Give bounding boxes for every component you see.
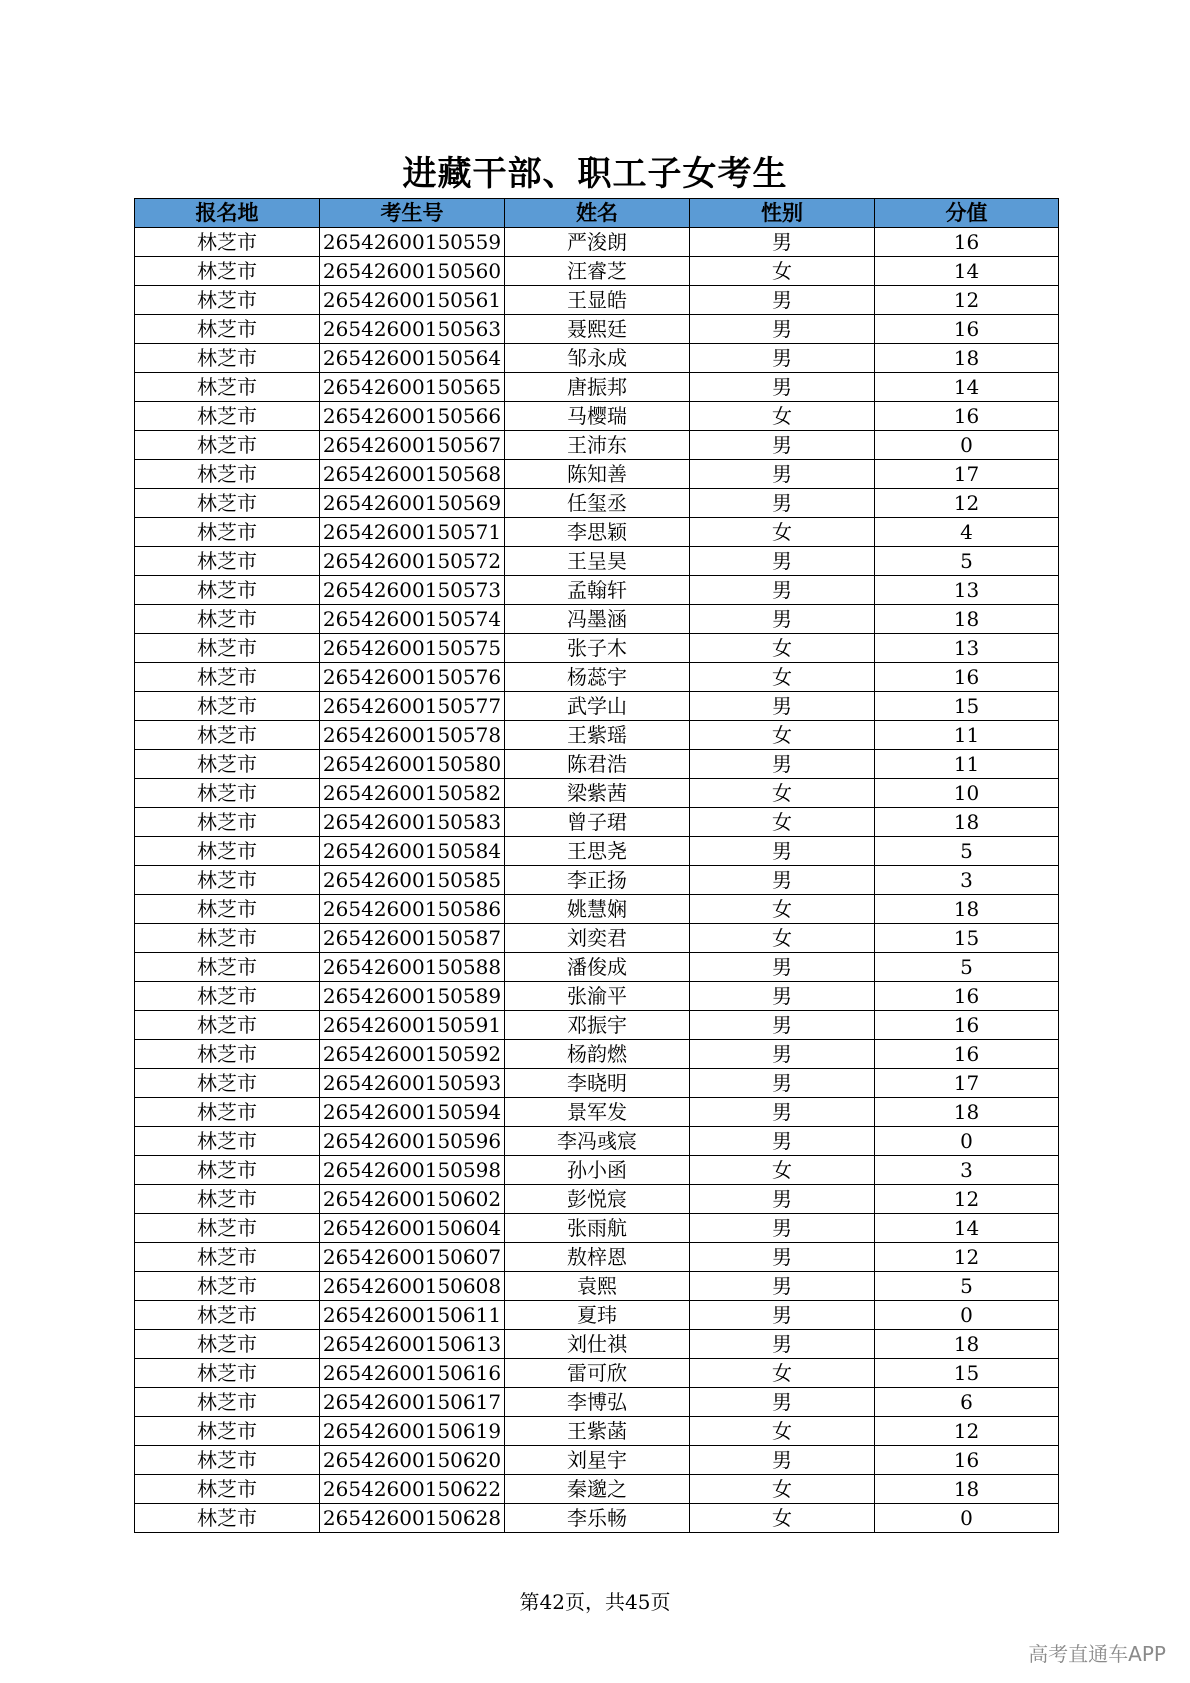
cell-exam-id: 26542600150604 xyxy=(320,1214,505,1243)
cell-exam-id: 26542600150576 xyxy=(320,663,505,692)
cell-exam-id: 26542600150578 xyxy=(320,721,505,750)
cell-region: 林芝市 xyxy=(135,1446,320,1475)
cell-score: 17 xyxy=(875,460,1059,489)
cell-exam-id: 26542600150628 xyxy=(320,1504,505,1533)
cell-region: 林芝市 xyxy=(135,1475,320,1504)
cell-score: 13 xyxy=(875,634,1059,663)
cell-region: 林芝市 xyxy=(135,547,320,576)
score-table xyxy=(134,198,1059,1533)
cell-name: 刘奕君 xyxy=(505,924,690,953)
cell-score: 0 xyxy=(875,1504,1059,1533)
cell-name: 唐振邦 xyxy=(505,373,690,402)
cell-region: 林芝市 xyxy=(135,315,320,344)
table-row xyxy=(135,1330,1059,1359)
table-row xyxy=(135,1301,1059,1330)
table-row xyxy=(135,721,1059,750)
cell-gender: 女 xyxy=(690,924,875,953)
table-row xyxy=(135,1127,1059,1156)
table-row xyxy=(135,808,1059,837)
cell-region: 林芝市 xyxy=(135,1156,320,1185)
table-row xyxy=(135,1040,1059,1069)
cell-exam-id: 26542600150573 xyxy=(320,576,505,605)
cell-score: 3 xyxy=(875,1156,1059,1185)
cell-score: 16 xyxy=(875,1446,1059,1475)
cell-name: 聂熙廷 xyxy=(505,315,690,344)
cell-region: 林芝市 xyxy=(135,750,320,779)
cell-exam-id: 26542600150586 xyxy=(320,895,505,924)
cell-name: 邹永成 xyxy=(505,344,690,373)
cell-score: 14 xyxy=(875,373,1059,402)
cell-exam-id: 26542600150613 xyxy=(320,1330,505,1359)
cell-score: 18 xyxy=(875,895,1059,924)
table-row xyxy=(135,286,1059,315)
cell-gender: 男 xyxy=(690,692,875,721)
cell-gender: 男 xyxy=(690,1011,875,1040)
cell-score: 16 xyxy=(875,228,1059,257)
cell-region: 林芝市 xyxy=(135,837,320,866)
table-row xyxy=(135,924,1059,953)
cell-exam-id: 26542600150602 xyxy=(320,1185,505,1214)
cell-name: 王沛东 xyxy=(505,431,690,460)
cell-score: 18 xyxy=(875,344,1059,373)
cell-region: 林芝市 xyxy=(135,257,320,286)
cell-region: 林芝市 xyxy=(135,286,320,315)
cell-name: 刘仕祺 xyxy=(505,1330,690,1359)
cell-gender: 男 xyxy=(690,953,875,982)
cell-region: 林芝市 xyxy=(135,866,320,895)
cell-name: 李乐畅 xyxy=(505,1504,690,1533)
cell-exam-id: 26542600150584 xyxy=(320,837,505,866)
cell-region: 林芝市 xyxy=(135,1388,320,1417)
cell-region: 林芝市 xyxy=(135,1359,320,1388)
cell-name: 梁紫茜 xyxy=(505,779,690,808)
cell-name: 邓振宇 xyxy=(505,1011,690,1040)
table-row xyxy=(135,1417,1059,1446)
cell-name: 王紫菡 xyxy=(505,1417,690,1446)
cell-gender: 男 xyxy=(690,576,875,605)
cell-score: 5 xyxy=(875,547,1059,576)
table-row xyxy=(135,1475,1059,1504)
cell-name: 汪睿芝 xyxy=(505,257,690,286)
cell-region: 林芝市 xyxy=(135,1417,320,1446)
cell-score: 12 xyxy=(875,1243,1059,1272)
cell-gender: 女 xyxy=(690,402,875,431)
cell-name: 刘星宇 xyxy=(505,1446,690,1475)
cell-name: 王紫瑶 xyxy=(505,721,690,750)
cell-score: 16 xyxy=(875,1011,1059,1040)
cell-name: 武学山 xyxy=(505,692,690,721)
cell-region: 林芝市 xyxy=(135,1272,320,1301)
cell-name: 雷可欣 xyxy=(505,1359,690,1388)
cell-gender: 女 xyxy=(690,257,875,286)
cell-score: 16 xyxy=(875,982,1059,1011)
cell-exam-id: 26542600150620 xyxy=(320,1446,505,1475)
cell-exam-id: 26542600150594 xyxy=(320,1098,505,1127)
table-row xyxy=(135,634,1059,663)
cell-gender: 女 xyxy=(690,779,875,808)
cell-region: 林芝市 xyxy=(135,1011,320,1040)
cell-score: 12 xyxy=(875,1417,1059,1446)
cell-region: 林芝市 xyxy=(135,373,320,402)
cell-name: 李正扬 xyxy=(505,866,690,895)
cell-region: 林芝市 xyxy=(135,228,320,257)
cell-region: 林芝市 xyxy=(135,1330,320,1359)
cell-gender: 男 xyxy=(690,1388,875,1417)
table-row xyxy=(135,605,1059,634)
cell-score: 18 xyxy=(875,808,1059,837)
table-row xyxy=(135,402,1059,431)
cell-region: 林芝市 xyxy=(135,1243,320,1272)
cell-gender: 男 xyxy=(690,1446,875,1475)
cell-score: 12 xyxy=(875,286,1059,315)
cell-gender: 男 xyxy=(690,228,875,257)
cell-gender: 女 xyxy=(690,1156,875,1185)
cell-region: 林芝市 xyxy=(135,431,320,460)
cell-exam-id: 26542600150583 xyxy=(320,808,505,837)
table-row xyxy=(135,431,1059,460)
cell-name: 李晓明 xyxy=(505,1069,690,1098)
cell-exam-id: 26542600150608 xyxy=(320,1272,505,1301)
cell-score: 14 xyxy=(875,1214,1059,1243)
cell-score: 5 xyxy=(875,837,1059,866)
column-header-region: 报名地 xyxy=(135,199,320,228)
cell-name: 袁熙 xyxy=(505,1272,690,1301)
cell-exam-id: 26542600150580 xyxy=(320,750,505,779)
cell-name: 王呈昊 xyxy=(505,547,690,576)
cell-exam-id: 26542600150577 xyxy=(320,692,505,721)
column-header-name: 姓名 xyxy=(505,199,690,228)
cell-gender: 男 xyxy=(690,1098,875,1127)
cell-score: 11 xyxy=(875,721,1059,750)
table-row xyxy=(135,257,1059,286)
cell-gender: 男 xyxy=(690,866,875,895)
table-row xyxy=(135,518,1059,547)
cell-score: 17 xyxy=(875,1069,1059,1098)
cell-name: 姚慧娴 xyxy=(505,895,690,924)
cell-gender: 男 xyxy=(690,1301,875,1330)
cell-score: 18 xyxy=(875,605,1059,634)
table-row xyxy=(135,779,1059,808)
cell-name: 秦邈之 xyxy=(505,1475,690,1504)
cell-region: 林芝市 xyxy=(135,402,320,431)
cell-score: 5 xyxy=(875,1272,1059,1301)
table-row xyxy=(135,1272,1059,1301)
cell-region: 林芝市 xyxy=(135,605,320,634)
cell-region: 林芝市 xyxy=(135,982,320,1011)
table-row xyxy=(135,692,1059,721)
cell-gender: 男 xyxy=(690,460,875,489)
cell-region: 林芝市 xyxy=(135,576,320,605)
cell-exam-id: 26542600150607 xyxy=(320,1243,505,1272)
cell-score: 15 xyxy=(875,924,1059,953)
cell-name: 李博弘 xyxy=(505,1388,690,1417)
table-row xyxy=(135,1098,1059,1127)
cell-gender: 男 xyxy=(690,1069,875,1098)
cell-exam-id: 26542600150566 xyxy=(320,402,505,431)
cell-gender: 男 xyxy=(690,1185,875,1214)
column-header-score: 分值 xyxy=(875,199,1059,228)
table-row xyxy=(135,1504,1059,1533)
table-row xyxy=(135,866,1059,895)
table-row xyxy=(135,460,1059,489)
cell-gender: 女 xyxy=(690,663,875,692)
table-row xyxy=(135,373,1059,402)
cell-region: 林芝市 xyxy=(135,489,320,518)
table-row xyxy=(135,750,1059,779)
cell-name: 张渝平 xyxy=(505,982,690,1011)
cell-score: 16 xyxy=(875,663,1059,692)
table-row xyxy=(135,576,1059,605)
cell-name: 孙小函 xyxy=(505,1156,690,1185)
cell-gender: 男 xyxy=(690,837,875,866)
cell-region: 林芝市 xyxy=(135,1301,320,1330)
cell-exam-id: 26542600150616 xyxy=(320,1359,505,1388)
cell-name: 杨韵燃 xyxy=(505,1040,690,1069)
cell-name: 张雨航 xyxy=(505,1214,690,1243)
table-row xyxy=(135,1388,1059,1417)
cell-name: 夏玮 xyxy=(505,1301,690,1330)
cell-score: 10 xyxy=(875,779,1059,808)
cell-gender: 男 xyxy=(690,1243,875,1272)
cell-exam-id: 26542600150575 xyxy=(320,634,505,663)
table-header-row xyxy=(135,199,1059,228)
table-body xyxy=(135,228,1059,1533)
cell-region: 林芝市 xyxy=(135,808,320,837)
cell-score: 0 xyxy=(875,1301,1059,1330)
cell-name: 王思尧 xyxy=(505,837,690,866)
cell-name: 杨蕊宇 xyxy=(505,663,690,692)
cell-score: 18 xyxy=(875,1098,1059,1127)
cell-score: 15 xyxy=(875,1359,1059,1388)
cell-region: 林芝市 xyxy=(135,692,320,721)
table-row xyxy=(135,1011,1059,1040)
table-row xyxy=(135,1185,1059,1214)
cell-exam-id: 26542600150598 xyxy=(320,1156,505,1185)
cell-region: 林芝市 xyxy=(135,953,320,982)
cell-score: 18 xyxy=(875,1330,1059,1359)
cell-region: 林芝市 xyxy=(135,1069,320,1098)
cell-gender: 女 xyxy=(690,518,875,547)
table-row xyxy=(135,228,1059,257)
table-row xyxy=(135,489,1059,518)
table-row xyxy=(135,663,1059,692)
cell-exam-id: 26542600150611 xyxy=(320,1301,505,1330)
cell-exam-id: 26542600150617 xyxy=(320,1388,505,1417)
table-row xyxy=(135,895,1059,924)
cell-gender: 男 xyxy=(690,344,875,373)
cell-score: 6 xyxy=(875,1388,1059,1417)
cell-gender: 女 xyxy=(690,1504,875,1533)
cell-score: 5 xyxy=(875,953,1059,982)
cell-gender: 男 xyxy=(690,286,875,315)
cell-gender: 男 xyxy=(690,1040,875,1069)
cell-score: 11 xyxy=(875,750,1059,779)
table-row xyxy=(135,315,1059,344)
cell-name: 孟翰轩 xyxy=(505,576,690,605)
cell-gender: 女 xyxy=(690,1417,875,1446)
cell-name: 王显皓 xyxy=(505,286,690,315)
cell-exam-id: 26542600150572 xyxy=(320,547,505,576)
cell-region: 林芝市 xyxy=(135,344,320,373)
cell-gender: 男 xyxy=(690,547,875,576)
cell-name: 严浚朗 xyxy=(505,228,690,257)
cell-region: 林芝市 xyxy=(135,924,320,953)
cell-gender: 男 xyxy=(690,1330,875,1359)
cell-gender: 男 xyxy=(690,1214,875,1243)
cell-score: 0 xyxy=(875,1127,1059,1156)
cell-name: 陈知善 xyxy=(505,460,690,489)
cell-score: 16 xyxy=(875,1040,1059,1069)
cell-region: 林芝市 xyxy=(135,1040,320,1069)
cell-exam-id: 26542600150593 xyxy=(320,1069,505,1098)
cell-exam-id: 26542600150592 xyxy=(320,1040,505,1069)
cell-exam-id: 26542600150574 xyxy=(320,605,505,634)
cell-gender: 女 xyxy=(690,808,875,837)
table-row xyxy=(135,1359,1059,1388)
cell-name: 敖梓恩 xyxy=(505,1243,690,1272)
cell-region: 林芝市 xyxy=(135,1185,320,1214)
cell-name: 张子木 xyxy=(505,634,690,663)
cell-name: 陈君浩 xyxy=(505,750,690,779)
page-number: 第42页，共45页 xyxy=(519,1590,671,1614)
cell-score: 14 xyxy=(875,257,1059,286)
cell-score: 12 xyxy=(875,1185,1059,1214)
cell-exam-id: 26542600150569 xyxy=(320,489,505,518)
cell-gender: 女 xyxy=(690,634,875,663)
table-row xyxy=(135,344,1059,373)
cell-region: 林芝市 xyxy=(135,1214,320,1243)
cell-exam-id: 26542600150571 xyxy=(320,518,505,547)
cell-gender: 男 xyxy=(690,489,875,518)
cell-exam-id: 26542600150568 xyxy=(320,460,505,489)
table-row xyxy=(135,1156,1059,1185)
cell-score: 15 xyxy=(875,692,1059,721)
cell-exam-id: 26542600150567 xyxy=(320,431,505,460)
table-row xyxy=(135,547,1059,576)
cell-exam-id: 26542600150585 xyxy=(320,866,505,895)
table-row xyxy=(135,953,1059,982)
cell-exam-id: 26542600150619 xyxy=(320,1417,505,1446)
cell-exam-id: 26542600150564 xyxy=(320,344,505,373)
cell-exam-id: 26542600150591 xyxy=(320,1011,505,1040)
cell-gender: 男 xyxy=(690,750,875,779)
cell-region: 林芝市 xyxy=(135,1098,320,1127)
cell-score: 0 xyxy=(875,431,1059,460)
table-row xyxy=(135,1214,1059,1243)
table-row xyxy=(135,1243,1059,1272)
cell-exam-id: 26542600150559 xyxy=(320,228,505,257)
table-row xyxy=(135,982,1059,1011)
cell-exam-id: 26542600150596 xyxy=(320,1127,505,1156)
cell-name: 冯墨涵 xyxy=(505,605,690,634)
cell-region: 林芝市 xyxy=(135,721,320,750)
table-row xyxy=(135,837,1059,866)
cell-region: 林芝市 xyxy=(135,1127,320,1156)
cell-name: 潘俊成 xyxy=(505,953,690,982)
cell-gender: 女 xyxy=(690,721,875,750)
cell-exam-id: 26542600150622 xyxy=(320,1475,505,1504)
cell-exam-id: 26542600150588 xyxy=(320,953,505,982)
cell-gender: 女 xyxy=(690,895,875,924)
cell-score: 13 xyxy=(875,576,1059,605)
cell-score: 16 xyxy=(875,315,1059,344)
cell-region: 林芝市 xyxy=(135,1504,320,1533)
cell-region: 林芝市 xyxy=(135,634,320,663)
cell-region: 林芝市 xyxy=(135,518,320,547)
cell-gender: 男 xyxy=(690,605,875,634)
cell-region: 林芝市 xyxy=(135,895,320,924)
cell-name: 曾子珺 xyxy=(505,808,690,837)
cell-gender: 男 xyxy=(690,982,875,1011)
cell-name: 景军发 xyxy=(505,1098,690,1127)
cell-region: 林芝市 xyxy=(135,460,320,489)
cell-name: 李冯彧宸 xyxy=(505,1127,690,1156)
cell-gender: 女 xyxy=(690,1475,875,1504)
cell-exam-id: 26542600150561 xyxy=(320,286,505,315)
cell-gender: 男 xyxy=(690,1127,875,1156)
cell-name: 李思颖 xyxy=(505,518,690,547)
cell-exam-id: 26542600150589 xyxy=(320,982,505,1011)
cell-score: 3 xyxy=(875,866,1059,895)
cell-name: 彭悦宸 xyxy=(505,1185,690,1214)
table-row xyxy=(135,1069,1059,1098)
cell-score: 12 xyxy=(875,489,1059,518)
cell-gender: 女 xyxy=(690,1359,875,1388)
cell-region: 林芝市 xyxy=(135,779,320,808)
cell-exam-id: 26542600150560 xyxy=(320,257,505,286)
cell-gender: 男 xyxy=(690,315,875,344)
cell-gender: 男 xyxy=(690,373,875,402)
column-header-exam-id: 考生号 xyxy=(320,199,505,228)
page-title: 进藏干部、职工子女考生 xyxy=(402,154,788,194)
cell-exam-id: 26542600150587 xyxy=(320,924,505,953)
cell-exam-id: 26542600150565 xyxy=(320,373,505,402)
cell-exam-id: 26542600150563 xyxy=(320,315,505,344)
cell-name: 马樱瑞 xyxy=(505,402,690,431)
cell-name: 任玺丞 xyxy=(505,489,690,518)
cell-gender: 男 xyxy=(690,431,875,460)
cell-exam-id: 26542600150582 xyxy=(320,779,505,808)
cell-score: 18 xyxy=(875,1475,1059,1504)
cell-gender: 男 xyxy=(690,1272,875,1301)
cell-score: 16 xyxy=(875,402,1059,431)
table-row xyxy=(135,1446,1059,1475)
cell-score: 4 xyxy=(875,518,1059,547)
cell-region: 林芝市 xyxy=(135,663,320,692)
column-header-gender: 性别 xyxy=(690,199,875,228)
watermark: 高考直通车APP xyxy=(1028,1642,1166,1666)
